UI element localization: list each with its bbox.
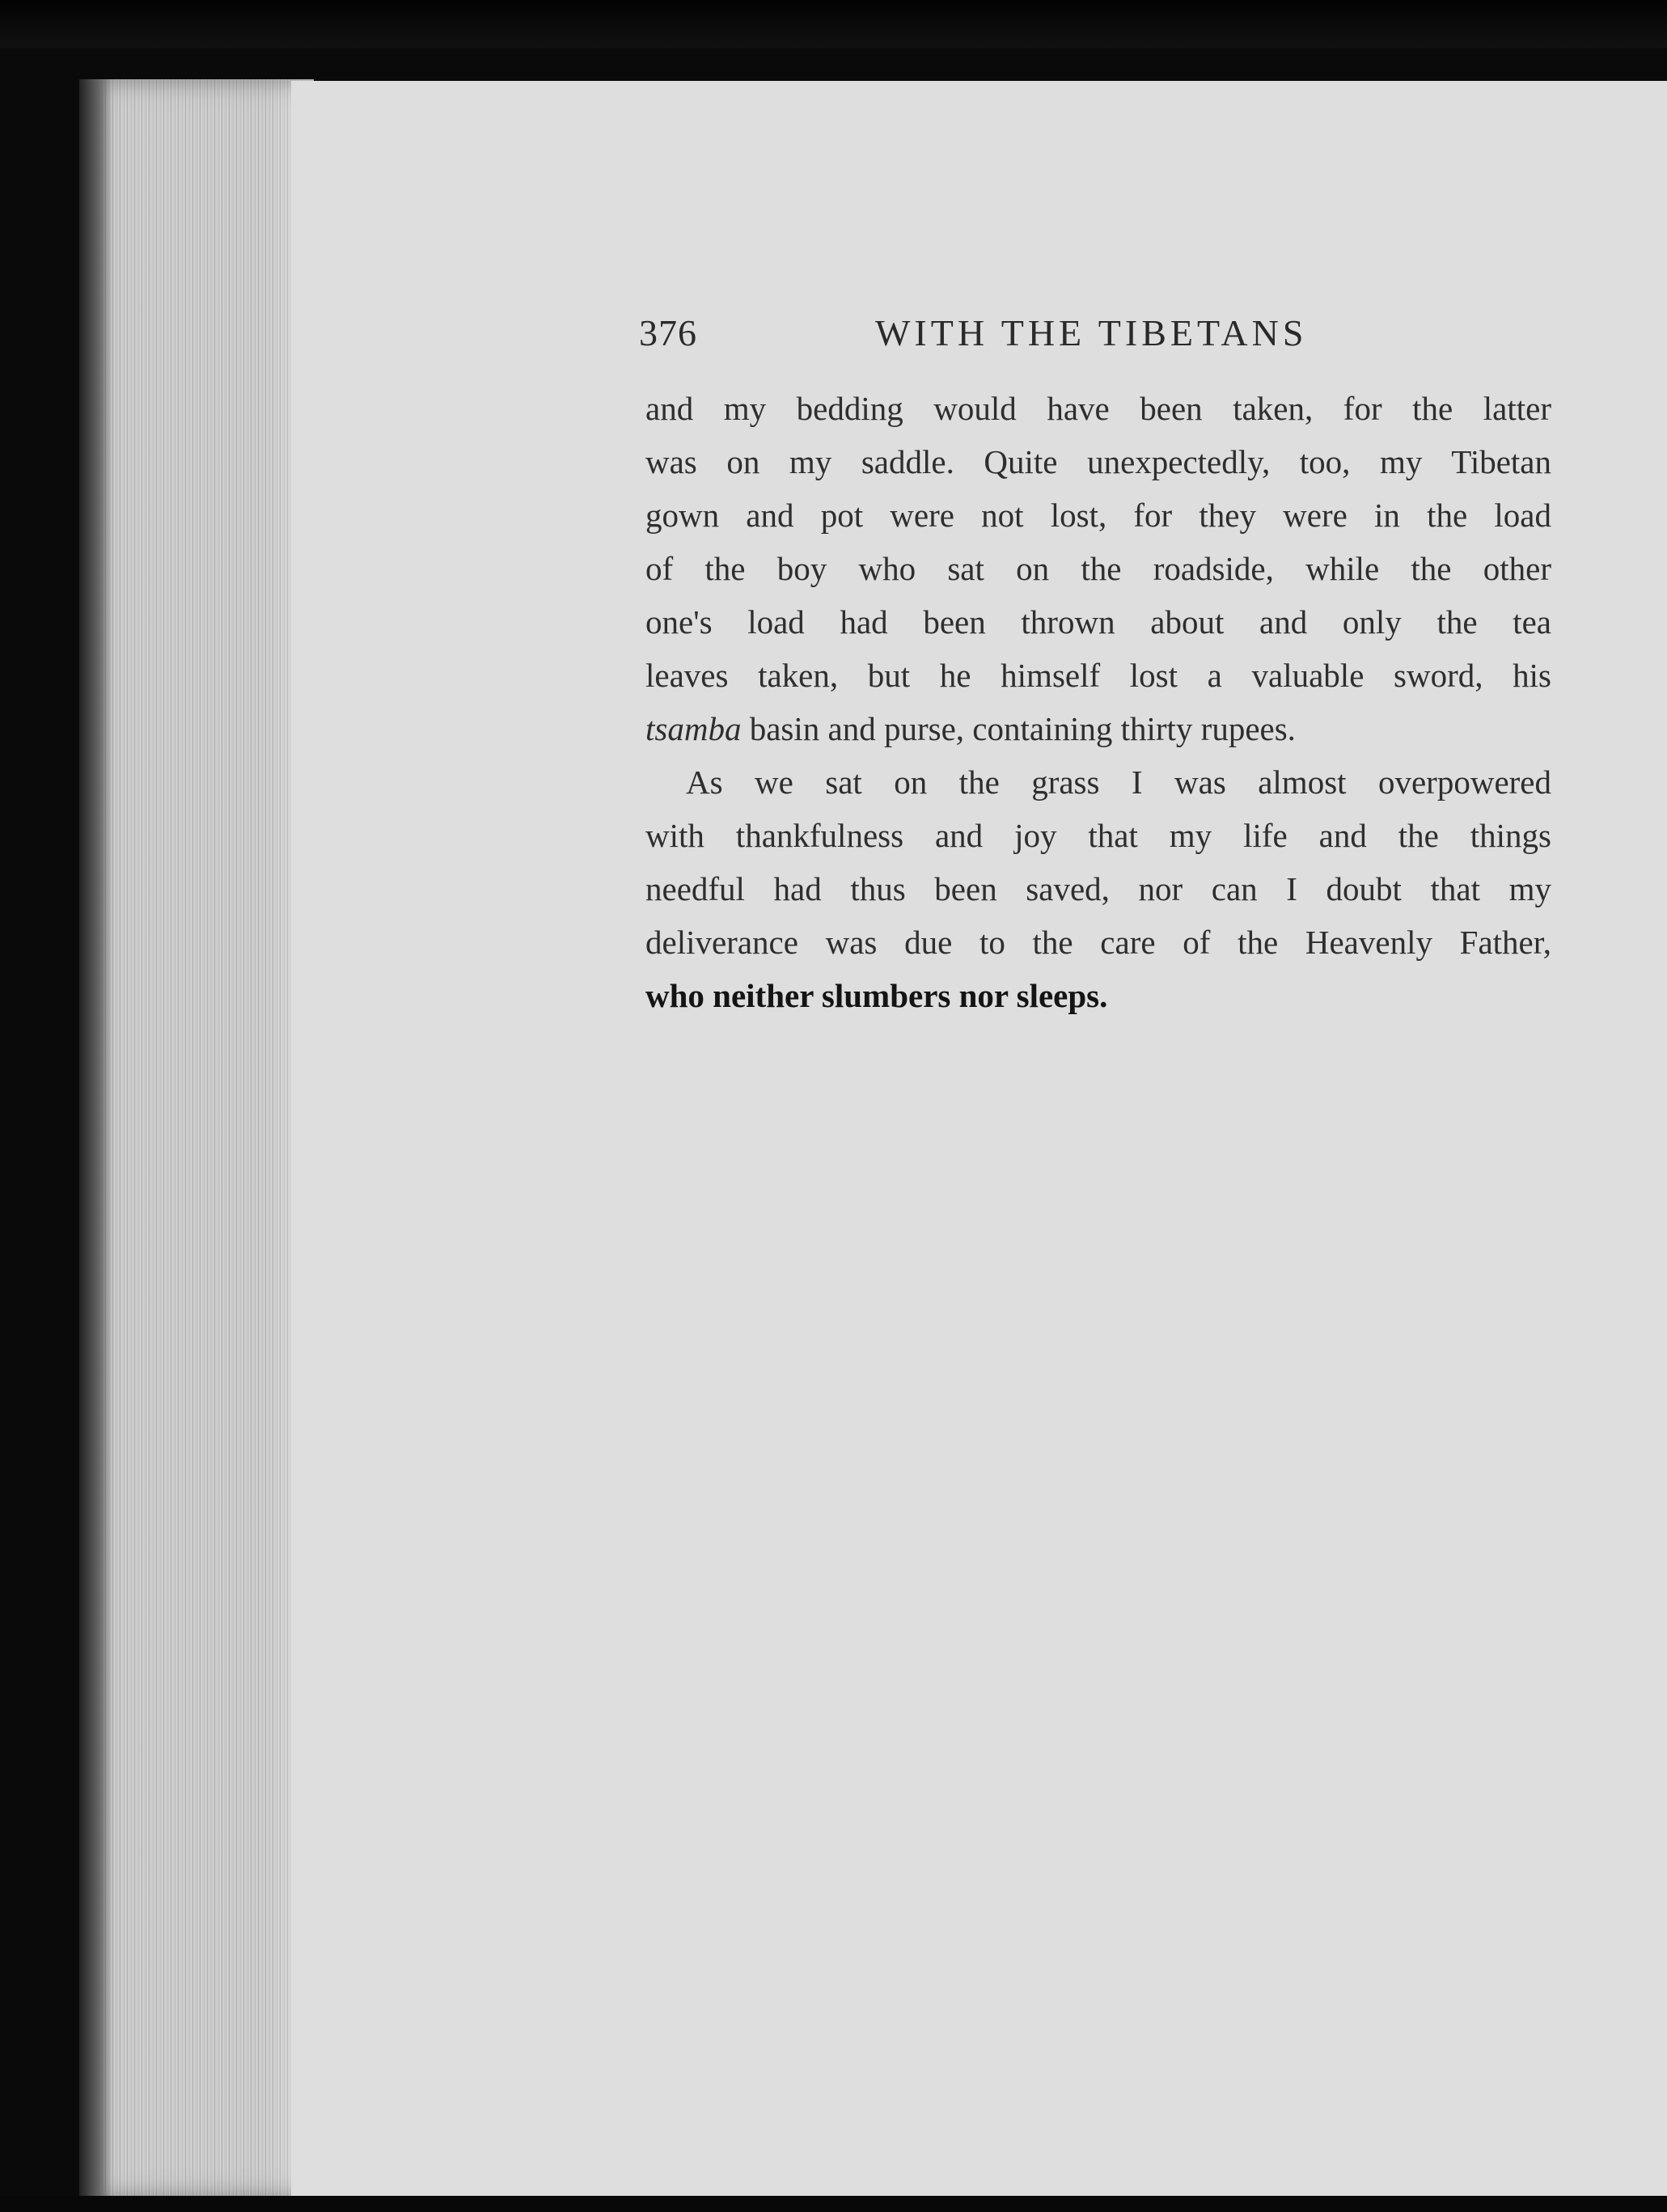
text-line bbox=[645, 702, 1551, 755]
running-head: WITH THE TIBETANS bbox=[875, 312, 1308, 353]
text-line: leaves taken, but he himself lost a valuable sword, his bbox=[645, 657, 1551, 694]
text-line: and my bedding would have been taken, for the latter bbox=[645, 390, 1551, 427]
text-line: gown and pot were not lost, for they were in the load bbox=[645, 497, 1551, 534]
text-line: of the boy who sat on the roadside, while the other bbox=[645, 550, 1551, 587]
body-text bbox=[645, 382, 1551, 1022]
text-line: needful had thus been saved, nor can I doubt that my bbox=[645, 870, 1551, 907]
text-line: As we sat on the grass I was almost overpowered bbox=[686, 763, 1551, 801]
scan-border-top bbox=[0, 0, 1667, 49]
text-line: with thankfulness and joy that my life and the things bbox=[645, 817, 1551, 854]
text-line-rest: basin and purse, containing thirty rupees. bbox=[741, 710, 1296, 747]
page-header bbox=[639, 311, 1545, 368]
text-line: deliverance was due to the care of the Heavenly Father, bbox=[645, 924, 1551, 961]
text-line: who neither slumbers nor sleeps. bbox=[645, 977, 1108, 1014]
text-line: was on my saddle. Quite unexpectedly, too, my Tibetan bbox=[645, 443, 1551, 480]
book-page-edges bbox=[79, 79, 314, 2198]
scan-border-bottom bbox=[0, 2196, 1667, 2212]
italic-term: tsamba bbox=[645, 710, 742, 747]
page-number: 376 bbox=[639, 312, 697, 353]
text-line: one's load had been thrown about and only the tea bbox=[645, 603, 1551, 641]
